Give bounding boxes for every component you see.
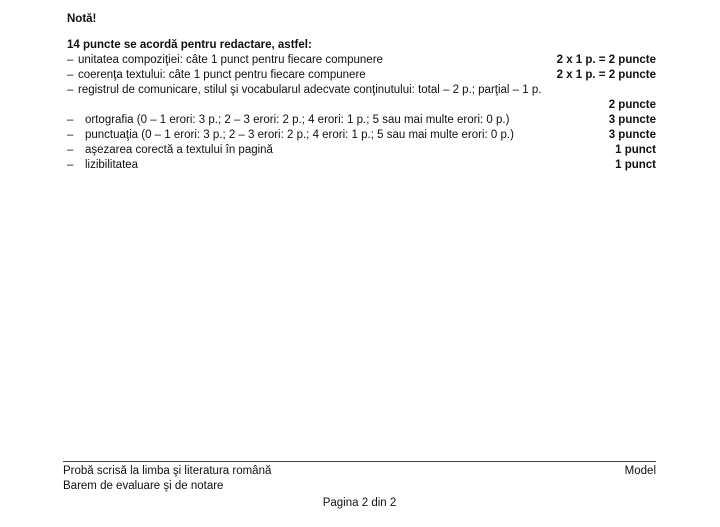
rubric-item: [67, 158, 656, 173]
rubric-item-text: unitatea compoziţiei: câte 1 punct pentru fiecare compunere: [78, 54, 383, 66]
rubric-item-points: 1 punct: [615, 144, 656, 156]
dash-bullet: –: [67, 129, 74, 141]
rubric-item-text: punctuaţia (0 – 1 erori: 3 p.; 2 – 3 erori: 2 p.; 4 erori: 1 p.; 5 sau mai multe erori: 0 p.): [85, 129, 514, 141]
rubric-item-points-row: [67, 98, 656, 113]
rubric-item-text: aşezarea corectă a textului în pagină: [85, 144, 273, 156]
dash-bullet: –: [67, 54, 74, 66]
dash-bullet: –: [67, 144, 74, 156]
note-heading: Notă!: [67, 13, 97, 25]
footer-exam-title: Probă scrisă la limba şi literatura română: [63, 465, 272, 477]
rubric-item-points: 2 x 1 p. = 2 puncte: [556, 69, 656, 81]
footer-exam-subtitle: Barem de evaluare şi de notare: [63, 480, 224, 492]
rubric-item: [67, 128, 656, 143]
rubric-item-points: 3 puncte: [608, 114, 656, 126]
rubric-item-text: ortografia (0 – 1 erori: 3 p.; 2 – 3 erori: 2 p.; 4 erori: 1 p.; 5 sau mai multe erori: 0 p.): [85, 114, 510, 126]
rubric-item: [67, 143, 656, 158]
blank-line: [67, 27, 656, 38]
rubric-item-points: 2 x 1 p. = 2 puncte: [556, 54, 656, 66]
page-number: Pagina 2 din 2: [322, 497, 397, 509]
rubric-item-text: coerenţa textului: câte 1 punct pentru fiecare compunere: [78, 69, 366, 81]
rubric-item-text: lizibilitatea: [85, 159, 139, 171]
rubric-item-points: 1 punct: [615, 159, 656, 171]
rubric-item: [67, 83, 656, 98]
dash-bullet: –: [67, 69, 74, 81]
rubric-item-text: registrul de comunicare, stilul şi vocabularul adecvate conţinutului: total – 2 p.; parţial – 1 p.: [78, 84, 542, 96]
dash-bullet: –: [67, 159, 74, 171]
rubric-item-points: 3 puncte: [608, 129, 656, 141]
redaction-points-intro: 14 puncte se acordă pentru redactare, astfel:: [67, 39, 312, 51]
rubric-item: [67, 68, 656, 83]
footer-variant-label: Model: [624, 465, 656, 477]
rubric-item-points: 2 puncte: [608, 99, 656, 111]
rubric-item: [67, 113, 656, 128]
document-body: [67, 12, 656, 173]
dash-bullet: –: [67, 114, 74, 126]
dash-bullet: –: [67, 84, 74, 96]
rubric-item: [67, 53, 656, 68]
page-footer: [63, 461, 656, 511]
